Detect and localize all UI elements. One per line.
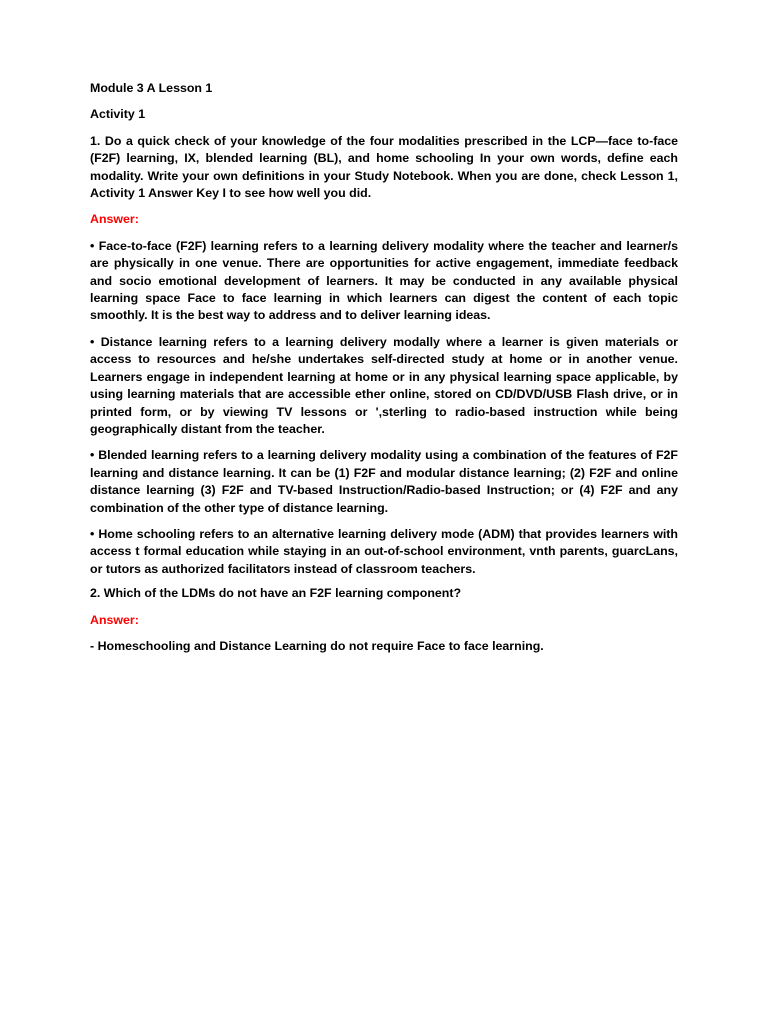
bullet-blended-learning: • Blended learning refers to a learning delivery modality using a combination of the features of F2F learning and distance learning. It can be (1) F2F and modular distance learning; (2) F2F and online distance learning (3) F2F and TV-based Instruction/Radio-based Instruction; or (4) F2F and any combination of the other type of distance learning. bbox=[90, 448, 678, 515]
bullet-distance-learning: • Distance learning refers to a learning delivery modally where a learner is given materials or access to resources and he/she undertakes self-directed study at home or in another venue. Learners engage in independent learning at home or in any physical learning space applicable, by using learning materials that are accessible ether online, stored on CD/DVD/USB Flash drive, or in printed form, or by viewing TV lessons or ',sterling to radio-based instruction while being geographically distant from the teacher. bbox=[90, 334, 678, 436]
answer-label-2: Answer: bbox=[90, 612, 139, 627]
bullet-face-to-face: • Face-to-face (F2F) learning refers to a learning delivery modality where the teacher and learner/s are physically in one venue. There are opportunities for active engagement, immediate feedback and socio emotional development of learners. It may be conducted in any available physical learning space Face to face learning in which learners can digest the content of each topic smoothly. It is the best way to address and to deliver learning ideas. bbox=[90, 238, 678, 323]
activity-title: Activity 1 bbox=[90, 107, 146, 122]
bullet-home-schooling: • Home schooling refers to an alternative learning delivery mode (ADM) that provides learners with access t formal education while staying in an out-of-school environment, vnth parents, guarcLans, or tutors as authorized facilitators instead of classroom teachers. bbox=[90, 526, 678, 576]
question-1: 1. Do a quick check of your knowledge of the four modalities prescribed in the LCP—face to-face (F2F) learning, IX, blended learning (BL), and home schooling In your own words, define each modality. Write your own definitions in your Study Notebook. When you are done, check Lesson 1, Activity 1 Answer Key I to see how well you did. bbox=[90, 133, 678, 201]
document-page bbox=[90, 80, 678, 664]
answer-label-1: Answer: bbox=[90, 212, 139, 227]
question-2: 2. Which of the LDMs do not have an F2F learning component? bbox=[90, 586, 462, 601]
answer-2: - Homeschooling and Distance Learning do not require Face to face learning. bbox=[90, 638, 544, 653]
module-title: Module 3 A Lesson 1 bbox=[90, 81, 213, 95]
